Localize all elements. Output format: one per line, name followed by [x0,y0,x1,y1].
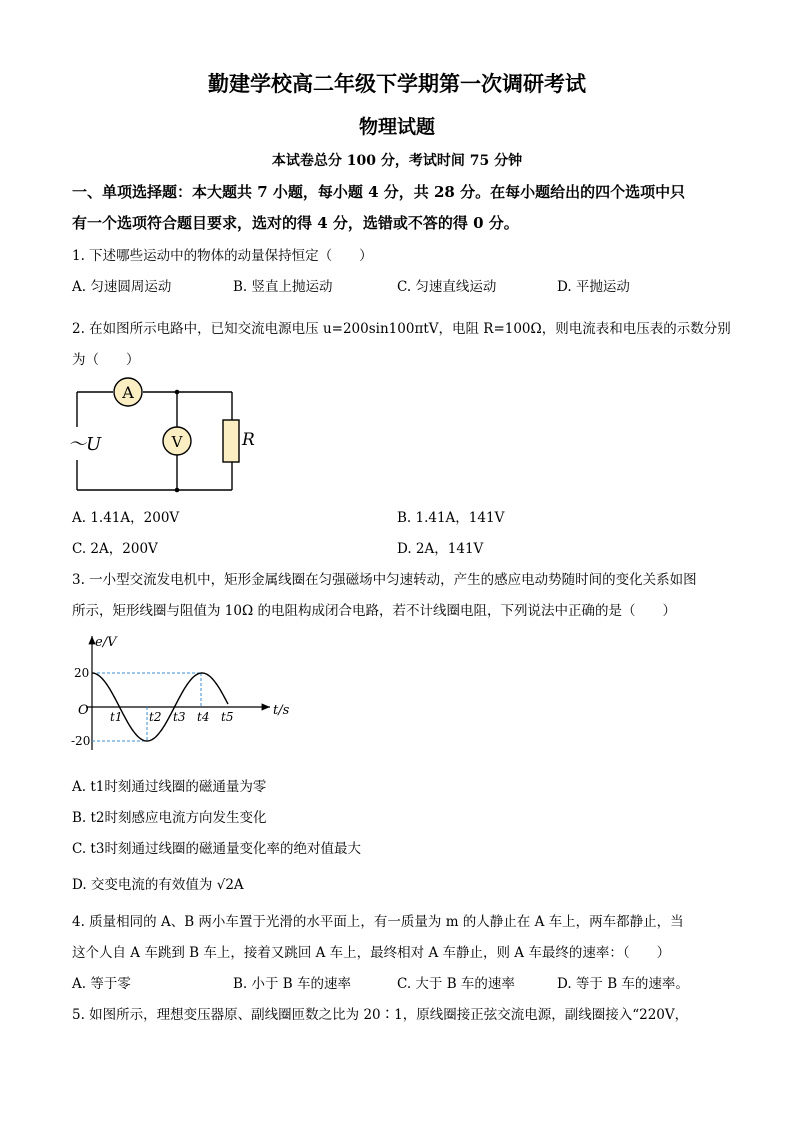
q2-option-a: A. 1.41A，200V [72,510,180,526]
q1-option-d: D. 平抛运动 [557,279,630,295]
q4-option-a: A. 等于零 [72,976,131,992]
section-heading-line2: 有一个选项符合题目要求，选对的得 4 分，选错或不答的得 0 分。 [72,214,519,232]
q2-stem-line2: 为（ ） [72,352,140,368]
q1-option-c: C. 匀速直线运动 [397,279,497,295]
t2-label: t2 [149,710,162,724]
section-heading-line1: 一、单项选择题：本大题共 7 小题，每小题 4 分，共 28 分。在每小题给出的四个选项中只 [72,183,686,201]
y-tick-20: 20 [74,666,90,680]
t4-label: t4 [197,710,210,724]
x-axis-label: t/s [273,703,290,718]
t3-label: t3 [173,710,186,724]
emf-time-graph [60,630,300,755]
q4-option-c: C. 大于 B 车的速率 [397,976,515,992]
q1-option-a: A. 匀速圆周运动 [72,279,172,295]
q2-option-b: B. 1.41A，141V [397,510,505,526]
ammeter-label: A [122,383,134,402]
q3-option-d: D. 交变电流的有效值为 √2A [72,877,244,893]
q1-stem: 1. 下述哪些运动中的物体的动量保持恒定（ ） [72,248,373,264]
t5-label: t5 [221,710,234,724]
circuit-diagram [60,375,260,500]
y-axis-label: e/V [95,635,117,650]
q5-stem-line1: 5. 如图所示，理想变压器原、副线圈匝数之比为 20∶1，原线圈接正弦交流电源，副线圈接入“220V， [72,1007,689,1023]
q4-option-b: B. 小于 B 车的速率 [233,976,352,992]
t1-label: t1 [110,710,123,724]
resistor-icon [223,420,239,462]
page-title: 勤建学校高二年级下学期第一次调研考试 [208,71,586,96]
q4-stem-line1: 4. 质量相同的 A、B 两小车置于光滑的水平面上，有一质量为 m 的人静止在 A 车上，两车都静止，当 [72,914,684,930]
origin-label: O [78,703,89,718]
q4-option-d: D. 等于 B 车的速率。 [557,976,689,992]
q3-stem-line2: 所示，矩形线圈与阻值为 10Ω 的电阻构成闭合电路，若不计线圈电阻，下列说法中正确的是（ ） [72,603,676,619]
q2-stem-line1: 2. 在如图所示电路中，已知交流电源电压 u=200sin100πtV，电阻 R=100Ω，则电流表和电压表的示数分别 [72,321,731,337]
exam-info: 本试卷总分 100 分，考试时间 75 分钟 [271,153,523,169]
page-subtitle: 物理试题 [358,116,435,138]
y-tick-neg20: -20 [71,734,91,748]
q3-stem-line1: 3. 一小型交流发电机中，矩形金属线圈在匀强磁场中匀速转动，产生的感应电动势随时间的变化关系如图 [72,572,697,588]
q2-option-d: D. 2A，141V [397,541,484,557]
q3-option-c: C. t3时刻通过线圈的磁通量变化率的绝对值最大 [72,841,361,857]
q3-option-a: A. t1时刻通过线圈的磁通量为零 [72,779,267,795]
q2-option-c: C. 2A，200V [72,541,158,557]
resistor-label: R [242,430,255,450]
ac-source-label: ～U [68,434,102,455]
q4-stem-line2: 这个人自 A 车跳到 B 车上，接着又跳回 A 车上，最终相对 A 车静止，则 A 车最终的速率：（ ） [72,945,671,961]
q3-option-b: B. t2时刻感应电流方向发生变化 [72,810,267,826]
q1-option-b: B. 竖直上抛运动 [233,279,333,295]
voltmeter-label: V [171,433,183,451]
